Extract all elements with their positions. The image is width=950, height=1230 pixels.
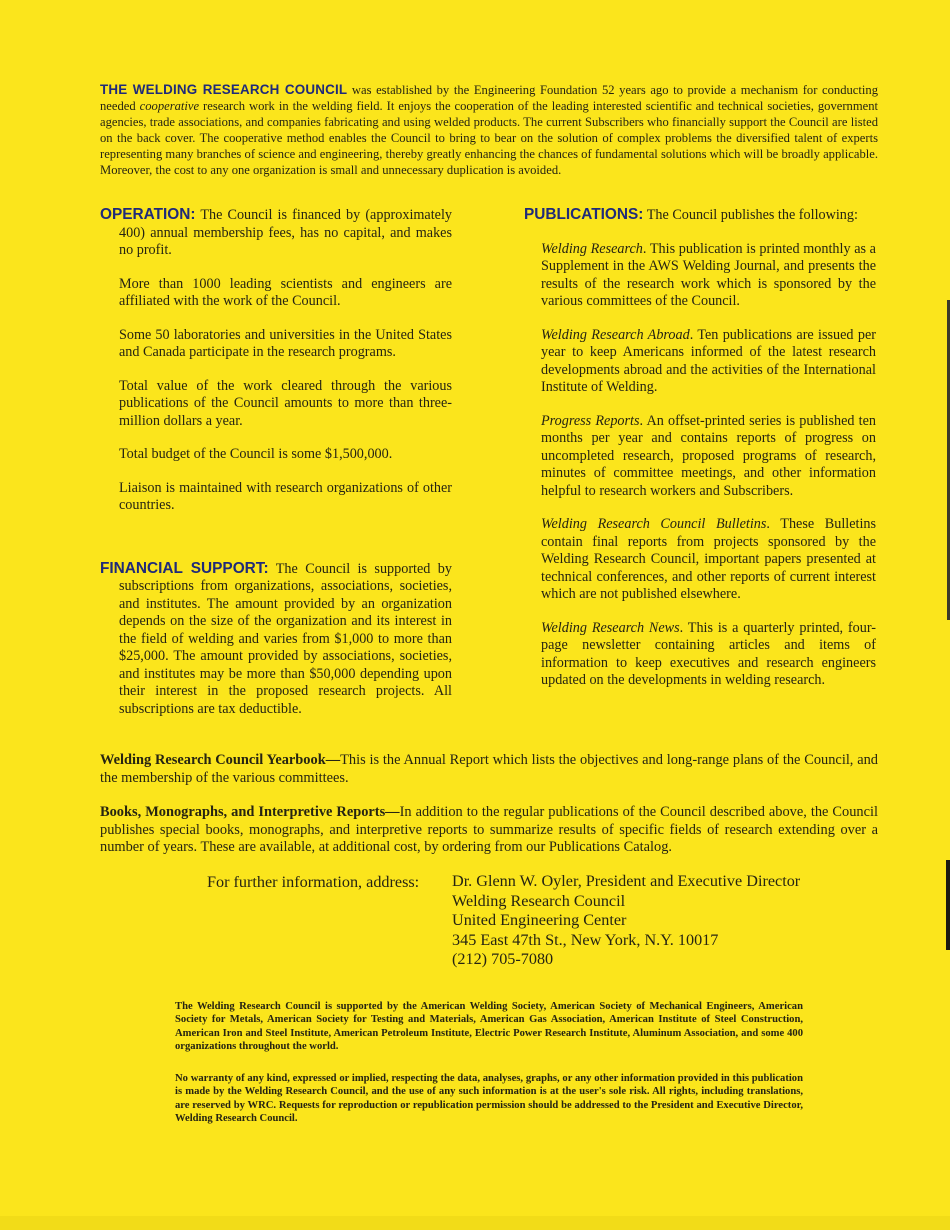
- publications-lead: [524, 206, 876, 225]
- intro-emphasis: cooperative: [139, 99, 200, 113]
- supporters-note: The Welding Research Council is supported by the American Welding Society, American Society of Mechanical Engineers, American Society for Metals, American Society for Testing and Materials, American Gas Association, American Institute of Steel Construction, American Iron and Steel Institute, American Petroleum Institute, Electric Power Research Institute, Aluminum Association, and some 400 organizations throughout the world.: [175, 1001, 803, 1052]
- address-line: Dr. Glenn W. Oyler, President and Executive Director: [452, 872, 801, 890]
- operation-paragraph: Total budget of the Council is some $1,500,000.: [119, 446, 393, 462]
- address-line: (212) 705-7080: [452, 950, 554, 968]
- operation-paragraph: Total value of the work cleared through the various publications of the Council amounts to more than three-million dollars a year.: [119, 377, 452, 429]
- address-line: United Engineering Center: [452, 911, 627, 929]
- address-line: 345 East 47th St., New York, N.Y. 10017: [452, 930, 719, 949]
- publication-title: Progress Reports: [541, 412, 640, 429]
- publication-title: Welding Research Council Bulletins: [541, 516, 767, 532]
- operation-heading: OPERATION:: [100, 206, 196, 223]
- operation-paragraph: Liaison is maintained with research organizations of other countries.: [119, 479, 452, 513]
- warranty-note: No warranty of any kind, expressed or implied, respecting the data, analyses, graphs, or any other information provided in this publication is made by the Welding Research Council, and the use of any such information is at the user's sole risk. All rights, including translations, are reserved by WRC. Requests for reproduction or republication permission should be addressed to the President and Executive Director, Welding Research Council.: [175, 1073, 803, 1124]
- publication-item: [541, 413, 876, 501]
- page-edge-shadow-lower: [946, 860, 950, 950]
- publication-title: Welding Research Abroad: [541, 326, 690, 343]
- address-line: Welding Research Council: [452, 891, 626, 910]
- yearbook-title: Welding Research Council Yearbook—: [100, 752, 341, 768]
- publication-item: [541, 241, 876, 311]
- intro-text-b: research work in the welding field. It enjoys the cooperation of the leading interested scientific and technical societies, government agencies, trade associations, and companies fabricating and using welded products. The current Subscribers who financially support the Council are listed on the back cover. The cooperative method enables the Council to bring to bear on the solution of complex problems the diversified talent of experts representing many branches of science and engineering, thereby greatly enhancing the chances of fundamental solutions which will be broadly applicable. Moreover, the cost to any one organization is small and unnecessary duplication is avoided.: [100, 99, 879, 177]
- publication-text: . This publication is printed monthly as a Supplement in the AWS Welding Journal, and presents the results of the research work which is sponsored by the various committees of the Council.: [541, 240, 876, 309]
- intro-text-a: was established by the Engineering Foundation 52 years ago to provide a mechanism for conducting needed: [100, 83, 878, 113]
- publication-item: [541, 327, 876, 397]
- page-bottom-edge: [0, 1216, 950, 1230]
- intro-paragraph: [100, 82, 878, 178]
- publication-title: Welding Research: [541, 240, 643, 257]
- intro-heading: THE WELDING RESEARCH COUNCIL: [100, 82, 348, 97]
- financial-support-paragraph: [100, 560, 452, 719]
- yearbook-text: This is the Annual Report which lists the objectives and long-range plans of the Council, and the membership of the various committees.: [100, 752, 878, 786]
- financial-text: The Council is supported by subscriptions from organizations, associations, societies, and institutes. The amount provided by an organization depends on the size of the organization and its interest in the field of welding and varies from $1,000 to more than $25,000. The amount provided by associations, societies, and institutes may be more than $50,000 depending upon their interest in the proposed research projects. All subscriptions are tax deductible.: [119, 560, 452, 717]
- publication-item: [541, 516, 876, 604]
- books-title: Books, Monographs, and Interpretive Reports—: [100, 804, 400, 820]
- address-label: For further information, address:: [207, 873, 420, 891]
- financial-heading: FINANCIAL SUPPORT:: [100, 559, 269, 577]
- publication-item: [541, 620, 876, 690]
- right-column: [524, 206, 876, 690]
- operation-paragraph: More than 1000 leading scientists and engineers are affiliated with the work of the Council.: [119, 275, 452, 309]
- publication-text: . This is a quarterly printed, four-page newsletter containing articles and items of information to keep executives and research engineers updated on the developments in welding research.: [541, 619, 877, 688]
- address-block: [452, 872, 800, 970]
- publications-lead-text: The Council publishes the following:: [643, 207, 858, 223]
- operation-paragraph: Some 50 laboratories and universities in the United States and Canada participate in the research programs.: [119, 326, 452, 360]
- left-column: [100, 206, 452, 718]
- operation-lead-text: The Council is financed by (approximately 400) annual membership fees, has no capital, and makes no profit.: [119, 207, 452, 258]
- publication-title: Welding Research News: [541, 619, 680, 636]
- publication-text: . These Bulletins contain final reports from projects sponsored by the Welding Research Council, important papers presented at technical conferences, and other reports of current interest which are not published elsewhere.: [541, 516, 877, 602]
- publications-heading: PUBLICATIONS:: [524, 206, 644, 223]
- books-paragraph: [100, 804, 878, 857]
- operation-lead: [100, 206, 452, 260]
- yearbook-paragraph: [100, 752, 878, 787]
- publication-text: . An offset-printed series is published ten months per year and contains reports of progress on uncompleted research, proposed programs of research, minutes of committee meetings, and other information helpful to research workers and Subscribers.: [541, 412, 876, 499]
- books-text: In addition to the regular publications of the Council described above, the Council publishes special books, monographs, and interpretive reports to summarize results of specific fields of research extending over a number of years. These are available, at additional cost, by ordering from our Publications Catalog.: [100, 804, 878, 856]
- publication-text: . Ten publications are issued per year to keep Americans informed of the latest research developments abroad and the activities of the International Institute of Welding.: [541, 326, 876, 395]
